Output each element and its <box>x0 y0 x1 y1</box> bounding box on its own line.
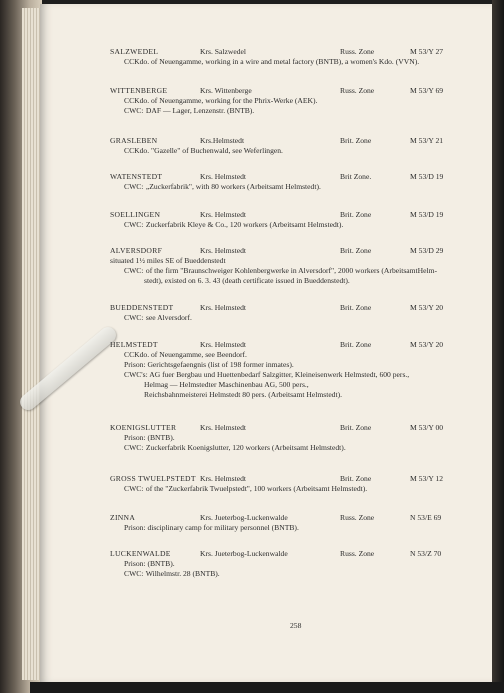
entry <box>110 210 490 230</box>
entry-line <box>110 370 490 380</box>
entry <box>110 423 490 453</box>
zone: Russ. Zone <box>340 549 375 558</box>
line-text: DAF — Lager, Lenzenstr. (BNTB). <box>145 106 255 115</box>
place-name: WITTENBERGE <box>110 86 168 95</box>
map-reference: M 53/Y 27 <box>410 47 444 56</box>
entry <box>110 474 490 494</box>
line-text: Helmag — Helmstedter Maschinenbau AG, 500 pers., <box>144 380 309 389</box>
entry-heading <box>110 474 490 484</box>
map-reference: N 53/Z 70 <box>410 549 442 558</box>
entry <box>110 340 490 400</box>
map-reference: M 53/Y 00 <box>410 423 444 432</box>
place-name: SALZWEDEL <box>110 47 159 56</box>
line-text: (BNTB). <box>147 433 175 442</box>
entry-line <box>110 360 490 370</box>
entry <box>110 86 490 116</box>
line-text: see Alversdorf. <box>145 313 192 322</box>
line-text: CCKdo. "Gazelle" of Buchenwald, see Weferlingen. <box>124 146 283 155</box>
entry-line <box>110 380 490 390</box>
line-label: CWC: <box>124 484 144 493</box>
zone: Brit. Zone <box>340 246 372 255</box>
entry <box>110 303 490 323</box>
district: Krs.Helmstedt <box>200 136 245 145</box>
place-name: KOENIGSLUTTER <box>110 423 177 432</box>
map-reference: M 53/Y 20 <box>410 340 444 349</box>
entry-line <box>110 390 490 400</box>
line-text: (BNTB). <box>147 559 175 568</box>
zone: Russ. Zone <box>340 47 375 56</box>
line-text: CCKdo. of Neuengamme, see Beendorf. <box>124 350 247 359</box>
map-reference: M 53/D 19 <box>410 172 444 181</box>
map-reference: M 53/Y 12 <box>410 474 444 483</box>
line-text: CCKdo. of Neuengamme, working in a wire and metal factory (BNTB), a women's Kdo. (VVN). <box>124 57 420 66</box>
zone: Brit Zone. <box>340 172 372 181</box>
entry-heading <box>110 86 490 96</box>
right-margin-shadow <box>492 0 504 693</box>
district: Krs. Helmstedt <box>200 423 246 432</box>
district: Krs. Helmstedt <box>200 340 246 349</box>
entry-line <box>110 433 490 443</box>
location-note: situated 1½ miles SE of Bueddenstedt <box>110 256 226 265</box>
district: Krs. Helmstedt <box>200 246 246 255</box>
entry-heading <box>110 246 490 256</box>
entry-line <box>110 146 490 156</box>
entry <box>110 136 490 156</box>
map-reference: M 53/Y 21 <box>410 136 444 145</box>
entry <box>110 246 490 286</box>
zone: Russ. Zone <box>340 513 375 522</box>
entry-heading <box>110 172 490 182</box>
line-label: CWC's: <box>124 370 148 379</box>
entry-line <box>110 484 490 494</box>
map-reference: M 53/D 19 <box>410 210 444 219</box>
entry-heading <box>110 340 490 350</box>
entry-line <box>110 523 490 533</box>
bottom-margin-shadow <box>30 682 504 693</box>
line-text: „Zuckerfabrik", with 80 workers (Arbeitsamt Helmstedt). <box>145 182 321 191</box>
line-label: CWC: <box>124 443 144 452</box>
zone: Brit. Zone <box>340 210 372 219</box>
entry-line <box>110 569 490 579</box>
place-name: WATENSTEDT <box>110 172 163 181</box>
place-name: SOELLINGEN <box>110 210 161 219</box>
place-name: GROSS TWUELPSTEDT <box>110 474 196 483</box>
district: Krs. Helmstedt <box>200 210 246 219</box>
entry-line <box>110 443 490 453</box>
map-reference: M 53/Y 20 <box>410 303 444 312</box>
zone: Brit. Zone <box>340 474 372 483</box>
entry <box>110 47 490 67</box>
entry-heading <box>110 303 490 313</box>
line-label: CWC: <box>124 313 144 322</box>
zone: Brit. Zone <box>340 303 372 312</box>
line-label: Prison: <box>124 559 146 568</box>
place-name: ZINNA <box>110 513 136 522</box>
entry-line <box>110 182 490 192</box>
zone: Brit. Zone <box>340 136 372 145</box>
line-label: CWC: <box>124 220 144 229</box>
entry <box>110 513 490 533</box>
place-name: GRASLEBEN <box>110 136 158 145</box>
entry-line <box>110 559 490 569</box>
line-text: stedt), existed on 6. 3. 43 (death certificate issued in Bueddenstedt). <box>144 276 350 285</box>
line-text: Gerichtsgefaengnis (list of 198 former inmates). <box>147 360 294 369</box>
line-label: Prison: <box>124 433 146 442</box>
page-number: 258 <box>290 621 302 630</box>
line-label: CWC: <box>124 182 144 191</box>
zone: Brit. Zone <box>340 340 372 349</box>
line-text: AG fuer Bergbau und Huettenbedarf Salzgitter, Kleineisenwerk Helmstedt, 600 pers., <box>149 370 410 379</box>
place-name: ALVERSDORF <box>110 246 163 255</box>
entry <box>110 549 490 579</box>
line-text: Reichsbahnmeisterei Helmstedt 80 pers. (Arbeitsamt Helmstedt). <box>144 390 343 399</box>
entry-line <box>110 57 490 67</box>
entry-heading <box>110 423 490 433</box>
line-label: CWC: <box>124 106 144 115</box>
line-label: CWC: <box>124 266 144 275</box>
district: Krs. Salzwedel <box>200 47 246 56</box>
district: Krs. Jueterbog-Luckenwalde <box>200 549 288 558</box>
line-text: CCKdo. of Neuengamme, working for the Phrix-Werke (AEK). <box>124 96 318 105</box>
entry-line <box>110 96 490 106</box>
line-label: Prison: <box>124 523 146 532</box>
map-reference: N 53/E 69 <box>410 513 442 522</box>
entry-heading <box>110 136 490 146</box>
place-name: HELMSTEDT <box>110 340 158 349</box>
line-text: Zuckerfabrik Koenigslutter, 120 workers (Arbeitsamt Helmstedt). <box>145 443 346 452</box>
line-text: disciplinary camp for military personnel (BNTB). <box>147 523 299 532</box>
district: Krs. Helmstedt <box>200 172 246 181</box>
entry-line <box>110 350 490 360</box>
entry <box>110 172 490 192</box>
entry-heading <box>110 549 490 559</box>
entry-line <box>110 276 490 286</box>
district: Krs. Jueterbog-Luckenwalde <box>200 513 288 522</box>
entry-heading <box>110 513 490 523</box>
line-text: Zuckerfabrik Kleye & Co., 120 workers (Arbeitsamt Helmstedt). <box>145 220 344 229</box>
zone: Brit. Zone <box>340 423 372 432</box>
district: Krs. Helmstedt <box>200 303 246 312</box>
district: Krs. Wittenberge <box>200 86 252 95</box>
map-reference: M 53/D 29 <box>410 246 444 255</box>
zone: Russ. Zone <box>340 86 375 95</box>
line-text: of the "Zuckerfabrik Twuelpstedt", 100 workers (Arbeitsamt Helmstedt). <box>145 484 368 493</box>
map-reference: M 53/Y 69 <box>410 86 444 95</box>
entry-line <box>110 266 490 276</box>
district: Krs. Helmstedt <box>200 474 246 483</box>
place-name: LUCKENWALDE <box>110 549 171 558</box>
entry-heading <box>110 47 490 57</box>
place-name: BUEDDENSTEDT <box>110 303 174 312</box>
entry-heading <box>110 210 490 220</box>
line-label: Prison: <box>124 360 146 369</box>
entry-line <box>110 313 490 323</box>
line-text: of the firm "Braunschweiger Kohlenbergwerke in Alversdorf", 2000 workers (ArbeitsamtHelm- <box>145 266 438 275</box>
line-text: Wilhelmstr. 28 (BNTB). <box>145 569 220 578</box>
entry-line <box>110 220 490 230</box>
entry-line <box>110 106 490 116</box>
line-label: CWC: <box>124 569 144 578</box>
